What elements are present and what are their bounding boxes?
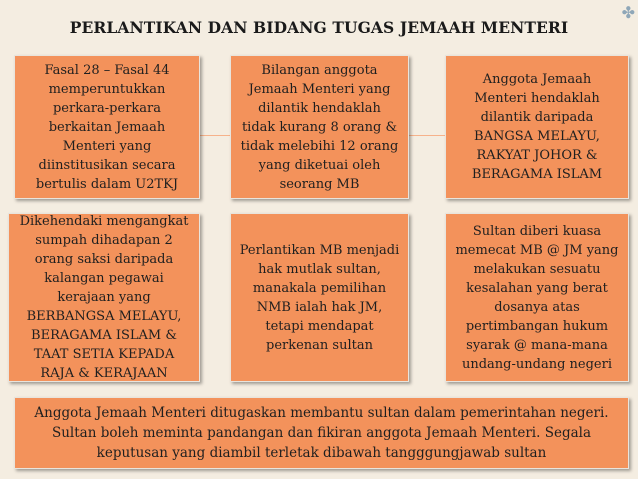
- sumpah-box: [8, 213, 200, 382]
- fasal-text: Fasal 28 – Fasal 44 memperuntukkan perkara-perkara berkaitan Jemaah Menteri yang diinstitusikan secara bertulis dalam U2TKJ: [35, 62, 179, 192]
- perlantikan-mb-box: [230, 213, 409, 382]
- sumpah-text: Dikehendaki mengangkat sumpah dihadapan 2 orang saksi daripada kalangan pegawai kerajaan yang BERBANGSA MELAYU, BERAGAMA ISLAM & TAAT SETIA KEPADA RAJA & KERAJAAN: [19, 214, 189, 381]
- fasal-box: [14, 55, 200, 199]
- four-leaf-clover-icon: ✤: [621, 3, 635, 22]
- bilangan-text: Bilangan anggota Jemaah Menteri yang dilantik hendaklah tidak kurang 8 orang & tidak melebihi 12 orang yang diketuai oleh seorang MB: [240, 62, 399, 192]
- sultan-kuasa-text: Sultan diberi kuasa memecat MB @ JM yang melakukan sesuatu kesalahan yang berat dosanya atas pertimbangan hukum syarak @ mana-mana undang-undang negeri: [455, 223, 619, 372]
- connector-line: [409, 135, 445, 136]
- sultan-kuasa-box: [445, 213, 629, 382]
- slide-title: PERLANTIKAN DAN BIDANG TUGAS JEMAAH MENTERI: [69, 18, 569, 37]
- bottom-box: [14, 397, 629, 469]
- connector-line: [200, 135, 230, 136]
- bilangan-box: [230, 55, 409, 199]
- perlantikan-mb-text: Perlantikan MB menjadi hak mutlak sultan, manakala pemilihan NMB ialah hak JM, tetapi mendapat perkenan sultan: [239, 242, 400, 353]
- bottom-text: Anggota Jemaah Menteri ditugaskan membantu sultan dalam pemerintahan negeri. Sultan boleh meminta pandangan dan fikiran anggota Jemaah Menteri. Segala keputusan yang diambil terletak dibawah tangggungjawab sultan: [34, 405, 609, 461]
- anggota-box: [445, 55, 629, 199]
- anggota-text: Anggota Jemaah Menteri hendaklah dilantik daripada BANGSA MELAYU, RAKYAT JOHOR & BERAGAMA ISLAM: [471, 72, 603, 182]
